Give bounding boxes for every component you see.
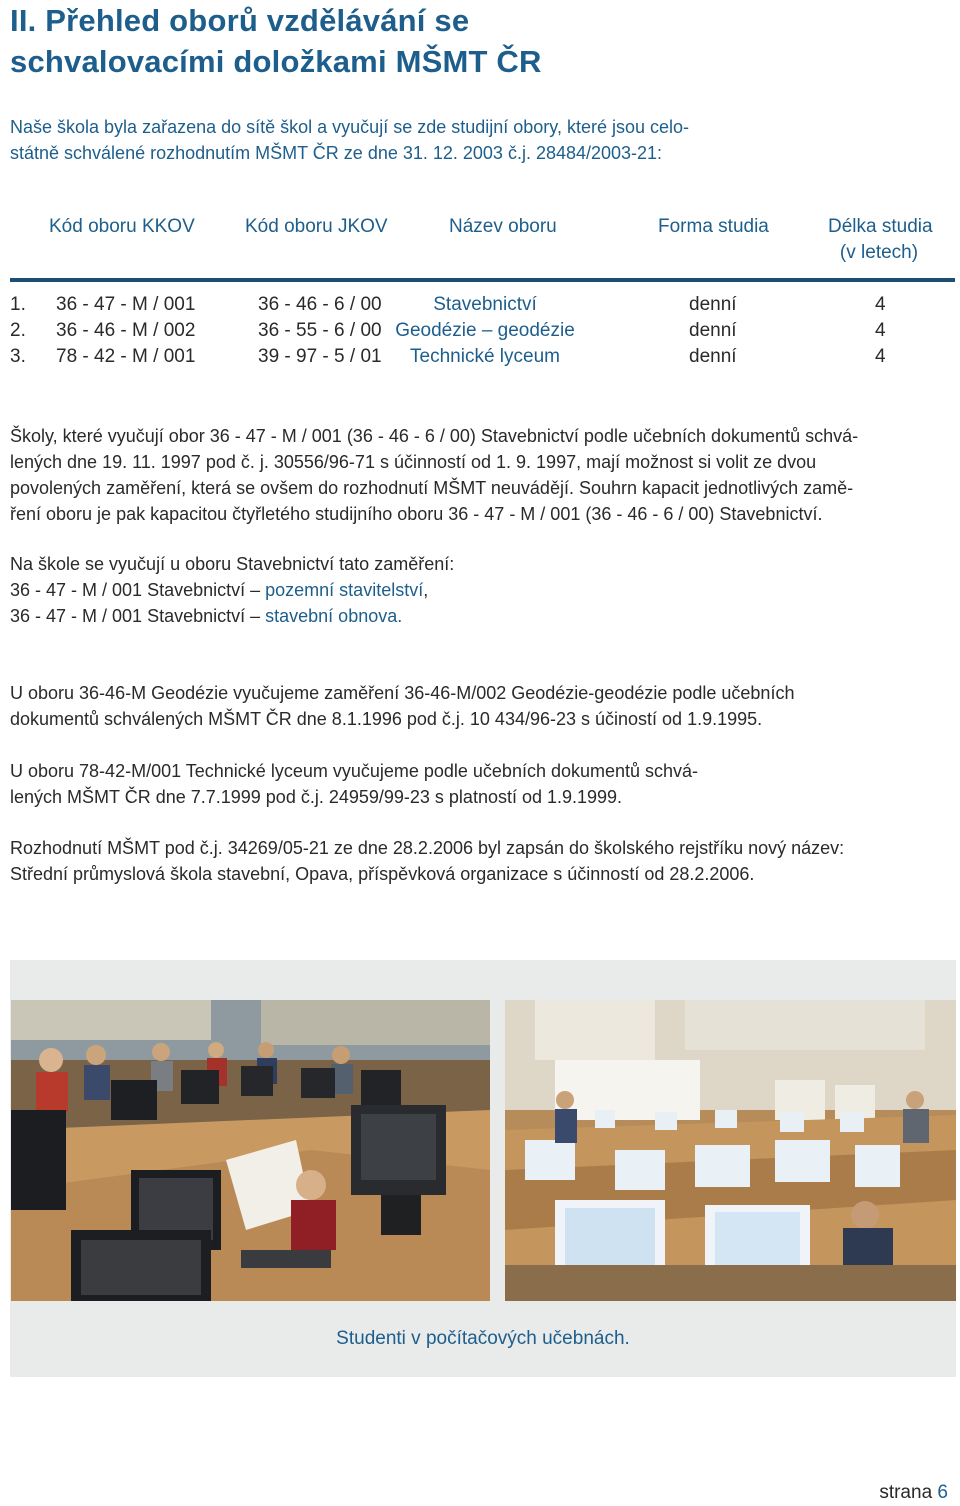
item-suffix: ,	[423, 580, 429, 600]
paragraph-lyceum	[10, 758, 698, 810]
item-prefix: 36 - 47 - M / 001 Stavebnictví –	[10, 580, 266, 600]
header-kkov: Kód oboru KKOV	[49, 216, 195, 237]
classroom-photo-left-image	[11, 1000, 490, 1301]
paragraph-registry-decision	[10, 835, 844, 887]
row-kkov: 36 - 46 - M / 002	[56, 320, 196, 341]
paragraph-geodesy	[10, 680, 794, 732]
paragraph-fields-specializations	[10, 423, 858, 527]
header-length-line-2: (v letech)	[839, 242, 919, 263]
row-jkov: 36 - 55 - 6 / 00	[258, 320, 382, 341]
classroom-photo-right-image	[505, 1000, 956, 1301]
paragraph-line: dokumentů schválených MŠMT ČR dne 8.1.1996 pod č.j. 10 434/96-23 s účiností od 1.9.1995.	[10, 709, 763, 729]
intro-paragraph	[10, 114, 689, 166]
row-jkov: 39 - 97 - 5 / 01	[258, 346, 382, 367]
classroom-photo-right	[505, 1000, 956, 1301]
row-form: denní	[689, 320, 737, 341]
paragraph-line: Rozhodnutí MŠMT pod č.j. 34269/05-21 ze dne 28.2.2006 byl zapsán do školského rejstříku nový název:	[10, 838, 845, 858]
classroom-photo-left	[11, 1000, 490, 1301]
paragraph-line: Školy, které vyučují obor 36 - 47 - M / 001 (36 - 46 - 6 / 00) Stavebnictví podle učebních dokumentů schvá-	[10, 426, 859, 446]
title-line-2: schvalovacími doložkami MŠMT ČR	[10, 44, 542, 79]
title-line-1: II. Přehled oborů vzdělávání se	[10, 3, 470, 38]
header-length-line-1: Délka studia	[828, 216, 933, 237]
item-highlight: stavební obnova.	[265, 606, 403, 626]
intro-line-2: státně schválené rozhodnutím MŠMT ČR ze dne 31. 12. 2003 č.j. 28484/2003-21:	[10, 143, 663, 163]
photo-caption: Studenti v počítačových učebnách.	[336, 1328, 630, 1349]
row-jkov: 36 - 46 - 6 / 00	[258, 294, 382, 315]
page-value: 6	[937, 1482, 948, 1503]
paragraph-line: U oboru 36-46-M Geodézie vyučujeme zaměření 36-46-M/002 Geodézie-geodézie podle učebních	[10, 683, 795, 703]
row-name: Geodézie – geodézie	[395, 320, 575, 341]
header-form: Forma studia	[658, 216, 769, 237]
item-highlight: pozemní stavitelství	[265, 580, 424, 600]
paragraph-line: ření oboru je pak kapacitou čtyřletého studijního oboru 36 - 47 - M / 001 (36 - 46 - 6 / 00) Stavebnictví.	[10, 504, 823, 524]
row-years: 4	[875, 346, 886, 367]
paragraph-specialization-list	[10, 551, 454, 629]
table-header-rule	[10, 278, 955, 282]
specialization-item-1	[10, 580, 428, 600]
header-length	[828, 214, 933, 266]
table-row	[10, 344, 950, 370]
row-name: Stavebnictví	[433, 294, 537, 315]
row-form: denní	[689, 346, 737, 367]
paragraph-line: povolených zaměření, která se ovšem do rozhodnutí MŠMT neuvádějí. Souhrn kapacit jednotlivých zamě-	[10, 478, 854, 498]
intro-line-1: Naše škola byla zařazena do sítě škol a vyučují se zde studijní obory, které jsou celo-	[10, 117, 690, 137]
paragraph-line: lených MŠMT ČR dne 7.7.1999 pod č.j. 24959/99-23 s platností od 1.9.1999.	[10, 787, 623, 807]
row-number: 1.	[10, 294, 26, 315]
page-number	[879, 1482, 948, 1504]
row-years: 4	[875, 294, 886, 315]
paragraph-line: lených dne 19. 11. 1997 pod č. j. 30556/96-71 s účinností od 1. 9. 1997, mají možnost si volit ze dvou	[10, 452, 817, 472]
row-name: Technické lyceum	[410, 346, 560, 367]
table-row	[10, 318, 950, 344]
header-name: Název oboru	[449, 216, 557, 237]
paragraph-line: Střední průmyslová škola stavební, Opava, příspěvková organizace s účinností od 28.2.2006.	[10, 864, 755, 884]
page-title	[10, 0, 542, 82]
row-kkov: 78 - 42 - M / 001	[56, 346, 196, 367]
row-number: 2.	[10, 320, 26, 341]
page-label: strana	[879, 1482, 933, 1503]
row-number: 3.	[10, 346, 26, 367]
paragraph-line: Na škole se vyučují u oboru Stavebnictví tato zaměření:	[10, 554, 455, 574]
table-row	[10, 292, 950, 318]
row-form: denní	[689, 294, 737, 315]
header-jkov: Kód oboru JKOV	[245, 216, 388, 237]
item-prefix: 36 - 47 - M / 001 Stavebnictví –	[10, 606, 266, 626]
row-years: 4	[875, 320, 886, 341]
specialization-item-2	[10, 606, 402, 626]
paragraph-line: U oboru 78-42-M/001 Technické lyceum vyučujeme podle učebních dokumentů schvá-	[10, 761, 699, 781]
row-kkov: 36 - 47 - M / 001	[56, 294, 196, 315]
